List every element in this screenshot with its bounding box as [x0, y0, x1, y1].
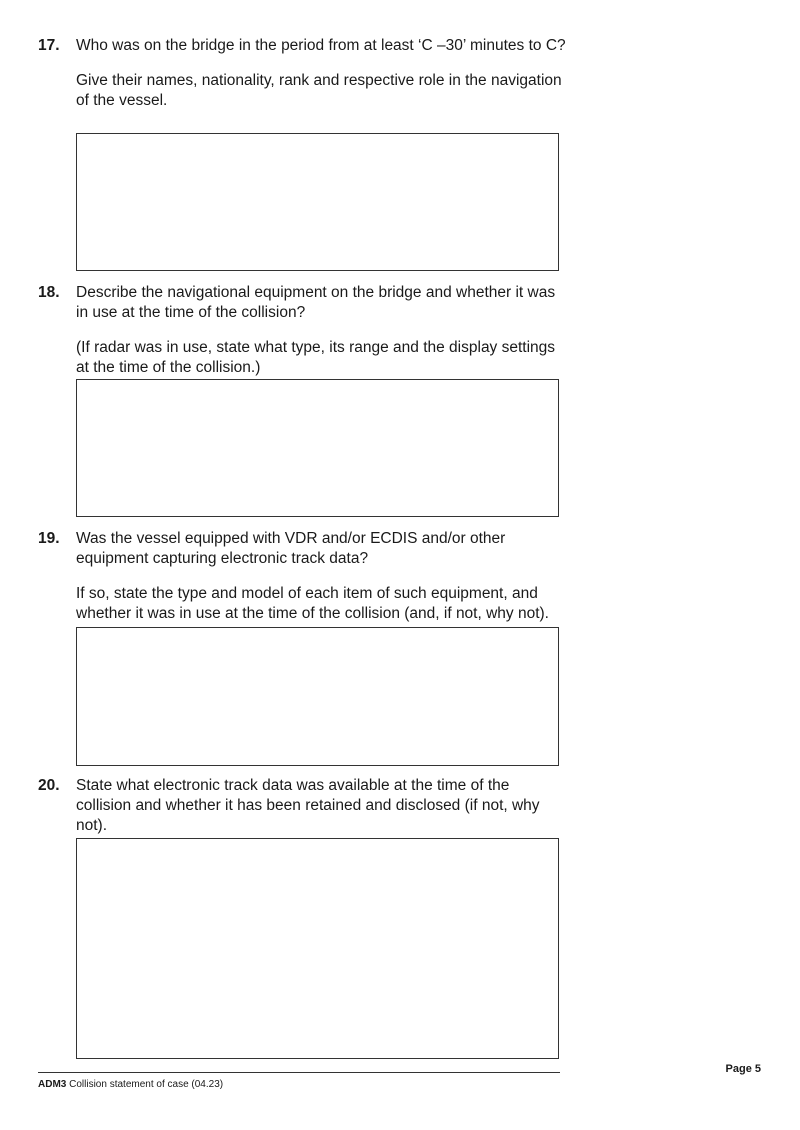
- question-18: [38, 283, 568, 378]
- form-code: ADM3: [38, 1079, 67, 1090]
- question-prompt: Describe the navigational equipment on the bridge and whether it was in use at the time of the collision?: [76, 284, 556, 321]
- question-instruction: Give their names, nationality, rank and respective role in the navigation of the vessel.: [76, 72, 562, 109]
- answer-box-18[interactable]: [76, 379, 559, 517]
- question-number: 19.: [38, 530, 60, 547]
- question-19: [38, 529, 568, 624]
- question-number: 18.: [38, 284, 60, 301]
- question-number: 20.: [38, 777, 60, 794]
- question-prompt: Who was on the bridge in the period from at least ‘C –30’ minutes to C?: [76, 37, 566, 54]
- question-number: 17.: [38, 37, 60, 54]
- question-instruction: If so, state the type and model of each item of such equipment, and whether it was in use at the time of the collision (and, if not, why not).: [76, 585, 549, 622]
- question-text: [76, 36, 568, 111]
- question-text: [76, 283, 568, 378]
- answer-box-20[interactable]: [76, 838, 559, 1059]
- question-prompt: State what electronic track data was available at the time of the collision and whether it has been retained and disclosed (if not, why not).: [76, 777, 540, 834]
- question-instruction: (If radar was in use, state what type, its range and the display settings at the time of the collision.): [76, 339, 556, 376]
- form-title: Collision statement of case (04.23): [69, 1079, 224, 1090]
- question-20: [38, 776, 568, 836]
- question-prompt: Was the vessel equipped with VDR and/or ECDIS and/or other equipment capturing electronic track data?: [76, 530, 506, 567]
- question-text: [76, 776, 546, 836]
- question-text: [76, 529, 568, 624]
- page-number: Page 5: [725, 1063, 761, 1075]
- answer-box-17[interactable]: [76, 133, 559, 271]
- footer-divider: [38, 1072, 560, 1073]
- answer-box-19[interactable]: [76, 627, 559, 766]
- footer-form-info: [38, 1078, 223, 1092]
- question-17: [38, 36, 568, 111]
